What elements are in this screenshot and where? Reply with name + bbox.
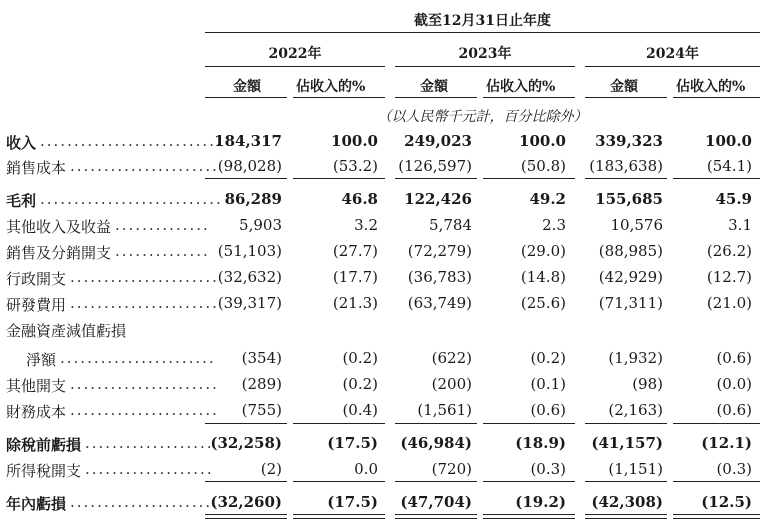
table-row xyxy=(0,190,765,210)
pct-cell: (0.2) xyxy=(530,349,566,367)
amount-cell: (2,163) xyxy=(608,401,663,419)
amount-cell: (41,157) xyxy=(591,434,663,452)
amount-cell: (98) xyxy=(632,375,663,393)
amount-cell: (289) xyxy=(241,375,282,393)
pct-cell: 45.9 xyxy=(715,190,752,208)
row-label: 行政開支 xyxy=(6,270,67,288)
table-row xyxy=(0,242,765,262)
pct-cell: (0.6) xyxy=(530,401,566,419)
row-label: 銷售成本 xyxy=(6,159,67,177)
pct-cell: (12.7) xyxy=(706,268,752,286)
section-rule xyxy=(205,178,287,179)
double-underline xyxy=(293,518,385,519)
section-rule xyxy=(395,481,477,482)
section-rule xyxy=(205,481,287,482)
amount-cell: 5,784 xyxy=(429,216,472,234)
pct-rule-2022 xyxy=(293,97,385,98)
pct-cell: (19.2) xyxy=(515,493,566,511)
pct-cell: (12.1) xyxy=(701,434,752,452)
pct-header-2024: 佔收入的% xyxy=(676,79,746,95)
year-2022-rule xyxy=(205,66,385,67)
pct-cell: (21.3) xyxy=(332,294,378,312)
row-label: 財務成本 xyxy=(6,403,67,421)
year-2024-rule xyxy=(585,66,760,67)
leader-dots: .............. xyxy=(115,216,210,234)
row-label: 其他開支 xyxy=(6,377,67,395)
amount-cell: (39,317) xyxy=(217,294,282,312)
table-row xyxy=(0,132,765,152)
amount-cell: (42,308) xyxy=(591,493,663,511)
row-label: 淨額 xyxy=(26,351,57,369)
double-underline xyxy=(585,518,667,519)
pct-cell: (53.2) xyxy=(332,157,378,175)
row-label: 除稅前虧損 xyxy=(6,436,82,454)
leader-dots: ........................... xyxy=(40,190,223,208)
section-rule xyxy=(293,481,385,482)
amount-cell: 184,317 xyxy=(214,132,282,150)
amount-cell: (63,749) xyxy=(407,294,472,312)
pct-cell: 0.0 xyxy=(354,460,378,478)
amount-cell: (71,311) xyxy=(598,294,663,312)
leader-dots: ................... xyxy=(85,460,214,478)
leader-dots: ................... xyxy=(85,434,214,452)
leader-dots: ...................... xyxy=(70,157,219,175)
leader-dots: ...................... xyxy=(70,401,219,419)
pct-cell: (0.2) xyxy=(342,375,378,393)
amount-cell: (42,929) xyxy=(598,268,663,286)
amount-header-2024: 金額 xyxy=(610,79,638,95)
amount-cell: 155,685 xyxy=(595,190,663,208)
amount-cell: 339,323 xyxy=(595,132,663,150)
section-rule xyxy=(395,178,477,179)
pct-cell: (14.8) xyxy=(520,268,566,286)
amount-cell: (183,638) xyxy=(589,157,663,175)
leader-dots: ...................... xyxy=(70,493,219,511)
amount-cell: 122,426 xyxy=(404,190,472,208)
row-label: 研發費用 xyxy=(6,296,67,314)
double-underline xyxy=(205,514,287,515)
section-rule xyxy=(585,481,667,482)
double-underline xyxy=(395,518,477,519)
amount-cell: (354) xyxy=(241,349,282,367)
amount-cell: (1,932) xyxy=(608,349,663,367)
pct-cell: 46.8 xyxy=(341,190,378,208)
row-label: 其他收入及收益 xyxy=(6,218,112,236)
amount-header-2022: 金額 xyxy=(233,79,261,95)
amount-cell: (1,151) xyxy=(608,460,663,478)
pct-cell: 3.2 xyxy=(354,216,378,234)
pct-cell: (12.5) xyxy=(701,493,752,511)
double-underline xyxy=(483,518,575,519)
amount-cell: (32,632) xyxy=(217,268,282,286)
table-row xyxy=(0,268,765,288)
pct-cell: (0.4) xyxy=(342,401,378,419)
table-row xyxy=(0,157,765,177)
pct-cell: (0.2) xyxy=(342,349,378,367)
section-rule xyxy=(673,423,760,424)
section-rule xyxy=(293,178,385,179)
amount-cell: (36,783) xyxy=(407,268,472,286)
amount-rule-2022 xyxy=(205,97,287,98)
pct-rule-2023 xyxy=(483,97,575,98)
amount-cell: (126,597) xyxy=(398,157,472,175)
pct-cell: (17.5) xyxy=(327,434,378,452)
amount-cell: (46,984) xyxy=(400,434,472,452)
pct-cell: 3.1 xyxy=(728,216,752,234)
pct-cell: (50.8) xyxy=(520,157,566,175)
row-label: 收入 xyxy=(6,134,37,152)
pct-cell: (0.3) xyxy=(530,460,566,478)
pct-cell: (18.9) xyxy=(515,434,566,452)
pct-header-2023: 佔收入的% xyxy=(486,79,556,95)
table-row xyxy=(0,375,765,395)
amount-header-2023: 金額 xyxy=(420,79,448,95)
pct-cell: (0.1) xyxy=(530,375,566,393)
pct-cell: (0.0) xyxy=(716,375,752,393)
table-row xyxy=(0,401,765,421)
amount-cell: (88,985) xyxy=(598,242,663,260)
section-rule xyxy=(483,423,575,424)
double-underline xyxy=(673,514,760,515)
pct-cell: 2.3 xyxy=(542,216,566,234)
table-row xyxy=(0,460,765,480)
section-rule xyxy=(585,178,667,179)
pct-cell: 49.2 xyxy=(529,190,566,208)
amount-cell: (32,258) xyxy=(210,434,282,452)
amount-cell: (622) xyxy=(431,349,472,367)
amount-rule-2023 xyxy=(395,97,477,98)
section-rule xyxy=(205,423,287,424)
year-2023-rule xyxy=(395,66,575,67)
pct-header-2022: 佔收入的% xyxy=(296,79,366,95)
amount-cell: 10,576 xyxy=(610,216,663,234)
row-label: 年內虧損 xyxy=(6,495,67,513)
amount-cell: (32,260) xyxy=(210,493,282,511)
table-row xyxy=(0,216,765,236)
pct-cell: 100.0 xyxy=(331,132,378,150)
pct-cell: 100.0 xyxy=(519,132,566,150)
pct-rule-2024 xyxy=(673,97,760,98)
row-label: 所得稅開支 xyxy=(6,462,82,480)
pct-cell: (0.6) xyxy=(716,401,752,419)
amount-cell: (51,103) xyxy=(217,242,282,260)
leader-dots: ....................... xyxy=(60,349,216,367)
period-heading: 截至12月31日止年度 xyxy=(414,13,551,29)
table-row xyxy=(0,320,765,340)
pct-cell: (25.6) xyxy=(520,294,566,312)
amount-cell: 86,289 xyxy=(224,190,282,208)
amount-cell: 5,903 xyxy=(239,216,282,234)
year-2023-heading: 2023年 xyxy=(458,46,512,62)
row-label: 金融資產減值虧損 xyxy=(6,322,127,340)
amount-cell: (98,028) xyxy=(217,157,282,175)
leader-dots: ...................... xyxy=(70,294,219,312)
double-underline xyxy=(293,514,385,515)
amount-cell: 249,023 xyxy=(404,132,472,150)
amount-cell: (200) xyxy=(431,375,472,393)
pct-cell: (54.1) xyxy=(706,157,752,175)
row-label: 銷售及分銷開支 xyxy=(6,244,112,262)
section-rule xyxy=(293,423,385,424)
leader-dots: ...................... xyxy=(70,375,219,393)
double-underline xyxy=(585,514,667,515)
year-2022-heading: 2022年 xyxy=(268,46,322,62)
amount-cell: (1,561) xyxy=(417,401,472,419)
leader-dots: ........................... xyxy=(40,132,223,150)
pct-cell: (29.0) xyxy=(520,242,566,260)
double-underline xyxy=(673,518,760,519)
pct-cell: (0.3) xyxy=(716,460,752,478)
amount-cell: (755) xyxy=(241,401,282,419)
section-rule xyxy=(673,178,760,179)
year-2024-heading: 2024年 xyxy=(646,46,699,62)
pct-cell: (17.5) xyxy=(327,493,378,511)
pct-cell: (27.7) xyxy=(332,242,378,260)
section-rule xyxy=(483,178,575,179)
amount-cell: (720) xyxy=(431,460,472,478)
table-row xyxy=(0,493,765,513)
section-rule xyxy=(483,481,575,482)
double-underline xyxy=(395,514,477,515)
leader-dots: ...................... xyxy=(70,268,219,286)
amount-cell: (72,279) xyxy=(407,242,472,260)
table-row xyxy=(0,294,765,314)
period-rule xyxy=(205,32,760,33)
section-rule xyxy=(673,481,760,482)
double-underline xyxy=(483,514,575,515)
pct-cell: (26.2) xyxy=(706,242,752,260)
section-rule xyxy=(395,423,477,424)
section-rule xyxy=(585,423,667,424)
row-label: 毛利 xyxy=(6,192,37,210)
table-row xyxy=(0,349,765,369)
pct-cell: (21.0) xyxy=(706,294,752,312)
pct-cell: (17.7) xyxy=(332,268,378,286)
leader-dots: .............. xyxy=(115,242,210,260)
pct-cell: (0.6) xyxy=(716,349,752,367)
table-row xyxy=(0,434,765,454)
double-underline xyxy=(205,518,287,519)
amount-cell: (47,704) xyxy=(400,493,472,511)
amount-cell: (2) xyxy=(260,460,282,478)
amount-rule-2024 xyxy=(585,97,667,98)
unit-note: （以人民幣千元計，百分比除外） xyxy=(377,109,588,125)
pct-cell: 100.0 xyxy=(705,132,752,150)
